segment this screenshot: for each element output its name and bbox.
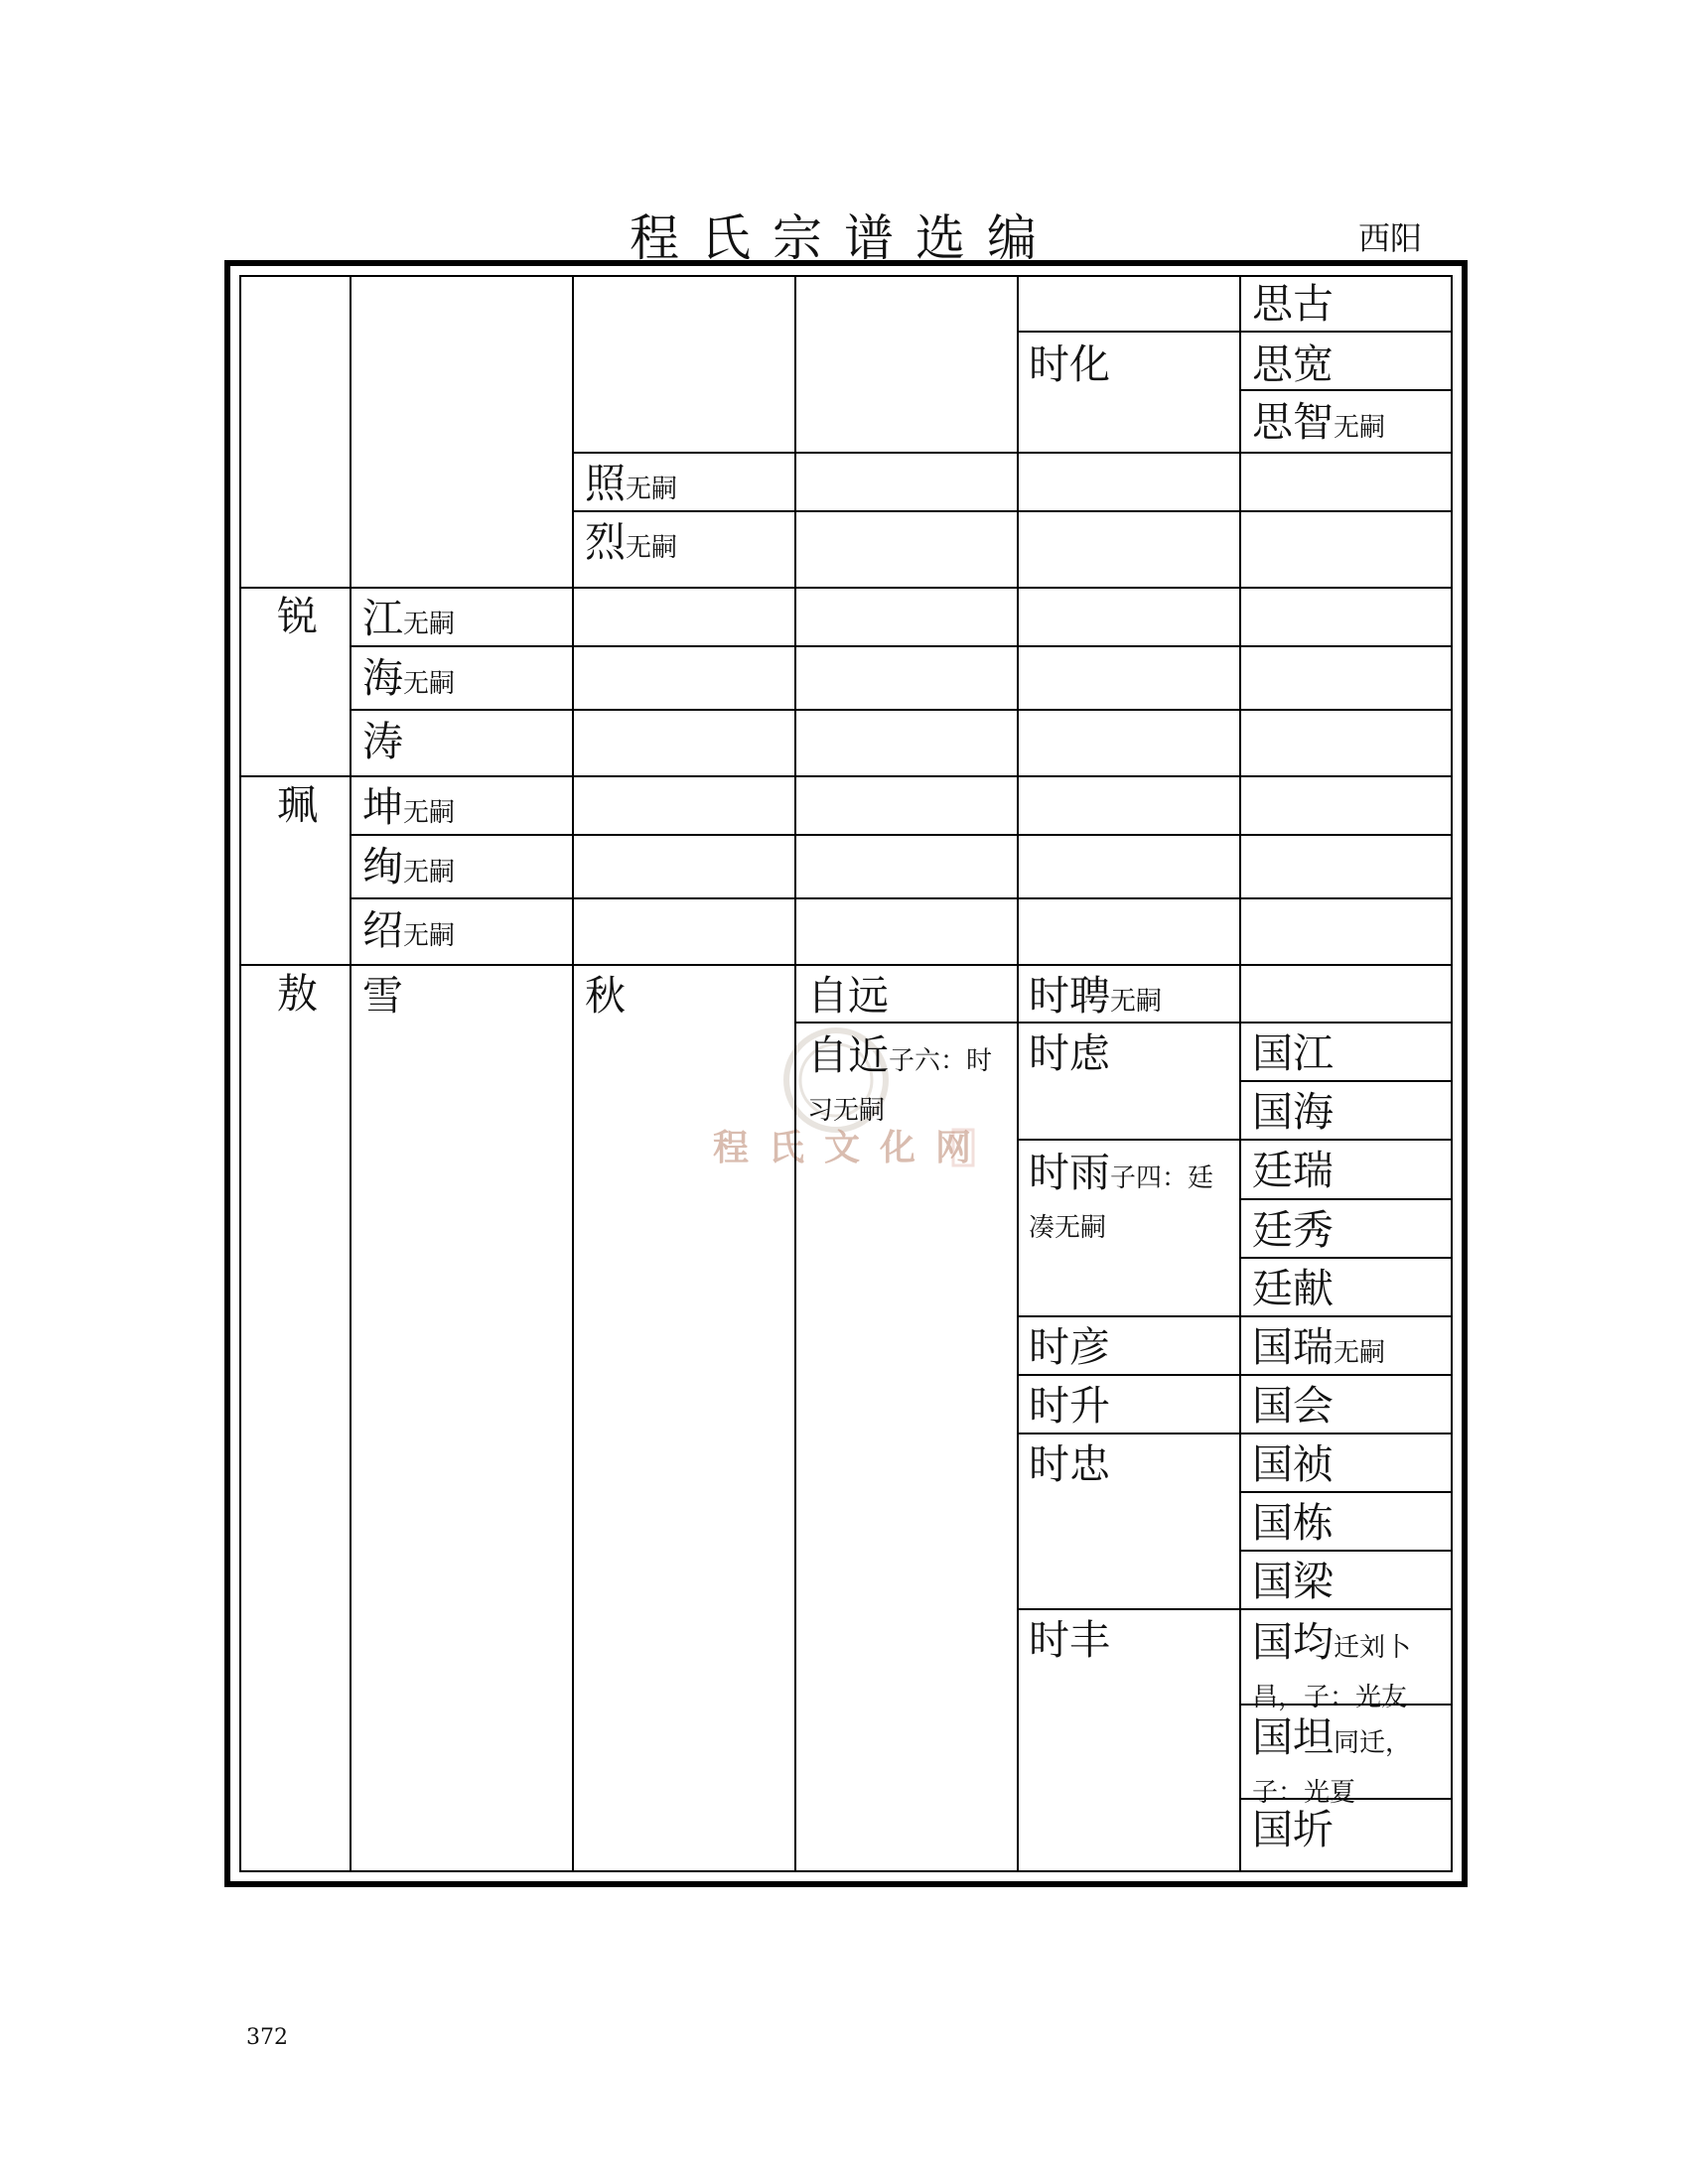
row-line <box>572 452 1451 454</box>
entry-guojun: 国均迁刘卜昌，子：光友 <box>1252 1618 1412 1712</box>
row-line <box>241 775 1451 777</box>
row-line <box>1239 389 1451 391</box>
entry-shihua: 时化 <box>1029 341 1110 388</box>
region-label: 西阳 <box>1358 219 1423 257</box>
entry-tingxiu: 廷秀 <box>1252 1206 1334 1254</box>
entry-guohai: 国海 <box>1252 1088 1334 1136</box>
row-line <box>1239 1491 1451 1493</box>
entry-guotan: 国坦同迁，子：光夏 <box>1252 1713 1412 1808</box>
entry-sikuan: 思宽 <box>1252 341 1334 388</box>
genealogy-table <box>239 275 1453 1872</box>
entry-jiang: 江无嗣 <box>362 595 456 642</box>
watermark-text: 程氏文化网 <box>713 1127 992 1168</box>
entry-guoliang: 国梁 <box>1252 1558 1334 1605</box>
row-line <box>350 709 1451 711</box>
row-line <box>1017 1608 1451 1610</box>
entry-guorui: 国瑞无嗣 <box>1252 1323 1386 1371</box>
row-line <box>1017 1315 1451 1317</box>
entry-tingxian: 廷献 <box>1252 1265 1334 1312</box>
page-number: 372 <box>246 2025 288 2050</box>
row-line <box>350 897 1451 899</box>
entry-guojiang: 国江 <box>1252 1029 1334 1077</box>
entry-shifeng: 时丰 <box>1029 1616 1110 1664</box>
row-line <box>1239 1198 1451 1200</box>
row-line <box>1239 1257 1451 1259</box>
entry-guoqi: 国圻 <box>1252 1806 1334 1853</box>
entry-zijin: 自近子六：时习无嗣 <box>807 1031 993 1126</box>
entry-sizhi: 思智无嗣 <box>1252 398 1386 446</box>
genealogy-table-frame <box>224 260 1468 1887</box>
row-line <box>1017 1433 1451 1434</box>
entry-guozhen: 国祯 <box>1252 1440 1334 1488</box>
row-line <box>1017 1022 1451 1024</box>
row-line <box>572 510 1451 512</box>
entry-lie: 烈无嗣 <box>585 518 678 566</box>
column-line <box>350 277 352 1870</box>
row-line <box>1017 331 1451 333</box>
entry-tao: 涛 <box>362 718 403 765</box>
entry-tingrui: 廷瑞 <box>1252 1147 1334 1194</box>
row-line <box>1239 1080 1451 1082</box>
row-line <box>1239 1550 1451 1552</box>
row-line <box>1017 1374 1451 1376</box>
row-line <box>350 834 1451 836</box>
entry-shilv: 时虑 <box>1029 1029 1110 1077</box>
row-line <box>794 1022 1017 1024</box>
entry-shiyan: 时彦 <box>1029 1323 1110 1371</box>
entry-hai: 海无嗣 <box>362 654 456 702</box>
entry-ziyuan: 自远 <box>807 972 889 1020</box>
row-line <box>241 587 1451 589</box>
entry-shizhong: 时忠 <box>1029 1440 1110 1488</box>
row-line <box>350 645 1451 647</box>
entry-kun: 坤无嗣 <box>362 783 456 831</box>
entry-shao: 绍无嗣 <box>362 906 456 954</box>
entry-pei: 珮 <box>277 781 318 829</box>
entry-sigu: 思古 <box>1252 280 1334 328</box>
entry-xue: 雪 <box>362 972 403 1020</box>
entry-xuan: 绚无嗣 <box>362 843 456 890</box>
entry-rui: 锐 <box>277 593 318 640</box>
entry-shiyu: 时雨子四：廷凑无嗣 <box>1029 1149 1214 1243</box>
row-line <box>241 964 1451 966</box>
entry-shisheng: 时升 <box>1029 1382 1110 1430</box>
entry-zhao: 照无嗣 <box>585 460 678 507</box>
column-line <box>794 277 796 1870</box>
entry-qiu: 秋 <box>585 972 626 1020</box>
column-line <box>1017 277 1019 1870</box>
row-line <box>1017 1139 1451 1141</box>
page-title: 程氏宗谱选编 <box>630 209 1058 267</box>
column-line <box>1239 277 1241 1870</box>
entry-guodong: 国栋 <box>1252 1499 1334 1547</box>
entry-guohui: 国会 <box>1252 1382 1334 1430</box>
entry-fu: 敖 <box>277 970 318 1018</box>
column-line <box>572 277 574 1870</box>
entry-shipin: 时聘无嗣 <box>1029 972 1163 1020</box>
